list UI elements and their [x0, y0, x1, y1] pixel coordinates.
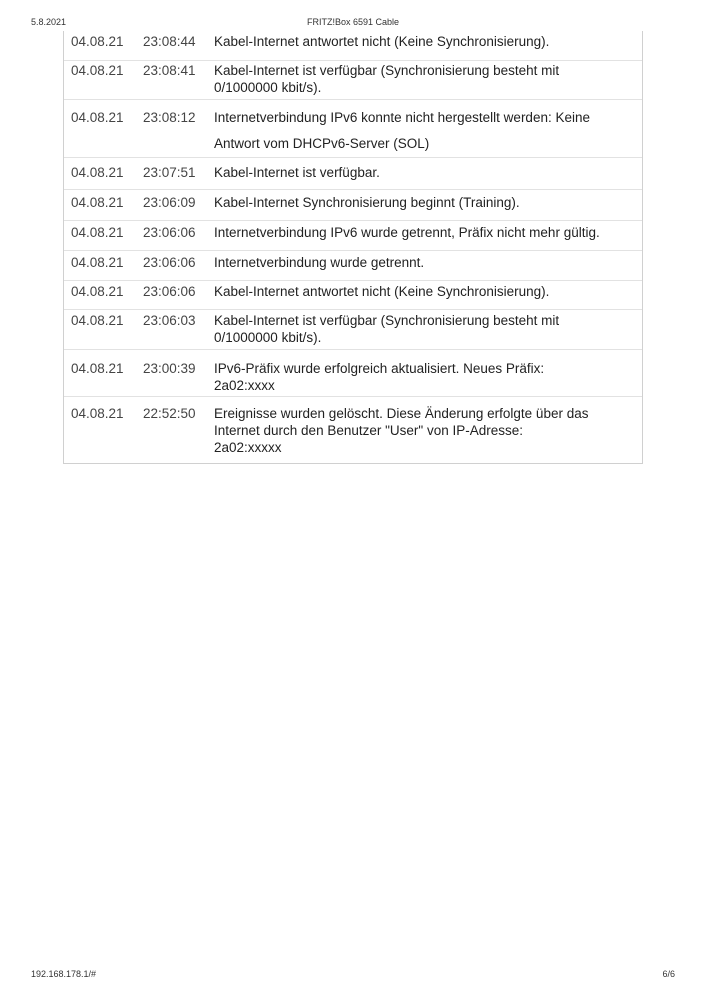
- log-date: 04.08.21: [71, 63, 124, 78]
- log-date: 04.08.21: [71, 313, 124, 328]
- log-date: 04.08.21: [71, 406, 124, 421]
- log-date: 04.08.21: [71, 284, 124, 299]
- log-date: 04.08.21: [71, 165, 124, 180]
- log-entry: [64, 194, 642, 221]
- log-time: 23:06:06: [143, 255, 196, 270]
- print-title: FRITZ!Box 6591 Cable: [306, 17, 400, 27]
- log-entry: [64, 62, 642, 100]
- log-message: 2a02:xxxxx: [214, 440, 282, 455]
- log-date: 04.08.21: [71, 34, 124, 49]
- page-number: 6/6: [662, 969, 675, 979]
- log-message: Kabel-Internet ist verfügbar (Synchronisierung besteht mit: [214, 313, 560, 328]
- log-message: Internet durch den Benutzer "User" von IP-Adresse:: [214, 423, 523, 438]
- log-time: 23:06:06: [143, 284, 196, 299]
- log-time: 22:52:50: [143, 406, 196, 421]
- log-time: 23:06:09: [143, 195, 196, 210]
- log-time: 23:07:51: [143, 165, 196, 180]
- log-message: 0/1000000 kbit/s).: [214, 80, 322, 95]
- log-date: 04.08.21: [71, 225, 124, 240]
- log-entry: [64, 360, 642, 397]
- log-date: 04.08.21: [71, 110, 124, 125]
- log-entry: [64, 254, 642, 281]
- log-time: 23:06:06: [143, 225, 196, 240]
- log-message: Internetverbindung wurde getrennt.: [214, 255, 425, 270]
- log-message: Kabel-Internet antwortet nicht (Keine Synchronisierung).: [214, 284, 550, 299]
- log-message: Internetverbindung IPv6 wurde getrennt, Präfix nicht mehr gültig.: [214, 225, 600, 240]
- log-entry: [64, 164, 642, 190]
- log-entry: [64, 33, 642, 61]
- log-date: 04.08.21: [71, 255, 124, 270]
- log-message: 0/1000000 kbit/s).: [214, 330, 322, 345]
- print-date: 5.8.2021: [31, 17, 67, 27]
- log-time: 23:06:03: [143, 313, 196, 328]
- event-log: [63, 31, 643, 464]
- log-message: Kabel-Internet antwortet nicht (Keine Synchronisierung).: [214, 34, 550, 49]
- log-message: IPv6-Präfix wurde erfolgreich aktualisiert. Neues Präfix:: [214, 361, 545, 376]
- log-message: Antwort vom DHCPv6-Server (SOL): [214, 136, 430, 151]
- log-entry: [64, 283, 642, 310]
- log-date: 04.08.21: [71, 361, 124, 376]
- log-message: Kabel-Internet ist verfügbar (Synchronisierung besteht mit: [214, 63, 560, 78]
- log-message: Kabel-Internet ist verfügbar.: [214, 165, 380, 180]
- log-message: Ereignisse wurden gelöscht. Diese Änderung erfolgte über das: [214, 406, 589, 421]
- log-message: Kabel-Internet Synchronisierung beginnt (Training).: [214, 195, 520, 210]
- log-time: 23:08:44: [143, 34, 196, 49]
- log-entry: [64, 405, 642, 459]
- print-url: 192.168.178.1/#: [31, 969, 97, 979]
- log-message: Internetverbindung IPv6 konnte nicht hergestellt werden: Keine: [214, 110, 590, 125]
- log-entry: [64, 312, 642, 350]
- log-entry: [64, 109, 642, 158]
- log-time: 23:00:39: [143, 361, 196, 376]
- log-message: 2a02:xxxx: [214, 378, 275, 393]
- log-date: 04.08.21: [71, 195, 124, 210]
- log-time: 23:08:41: [143, 63, 196, 78]
- log-entry: [64, 224, 642, 251]
- log-time: 23:08:12: [143, 110, 196, 125]
